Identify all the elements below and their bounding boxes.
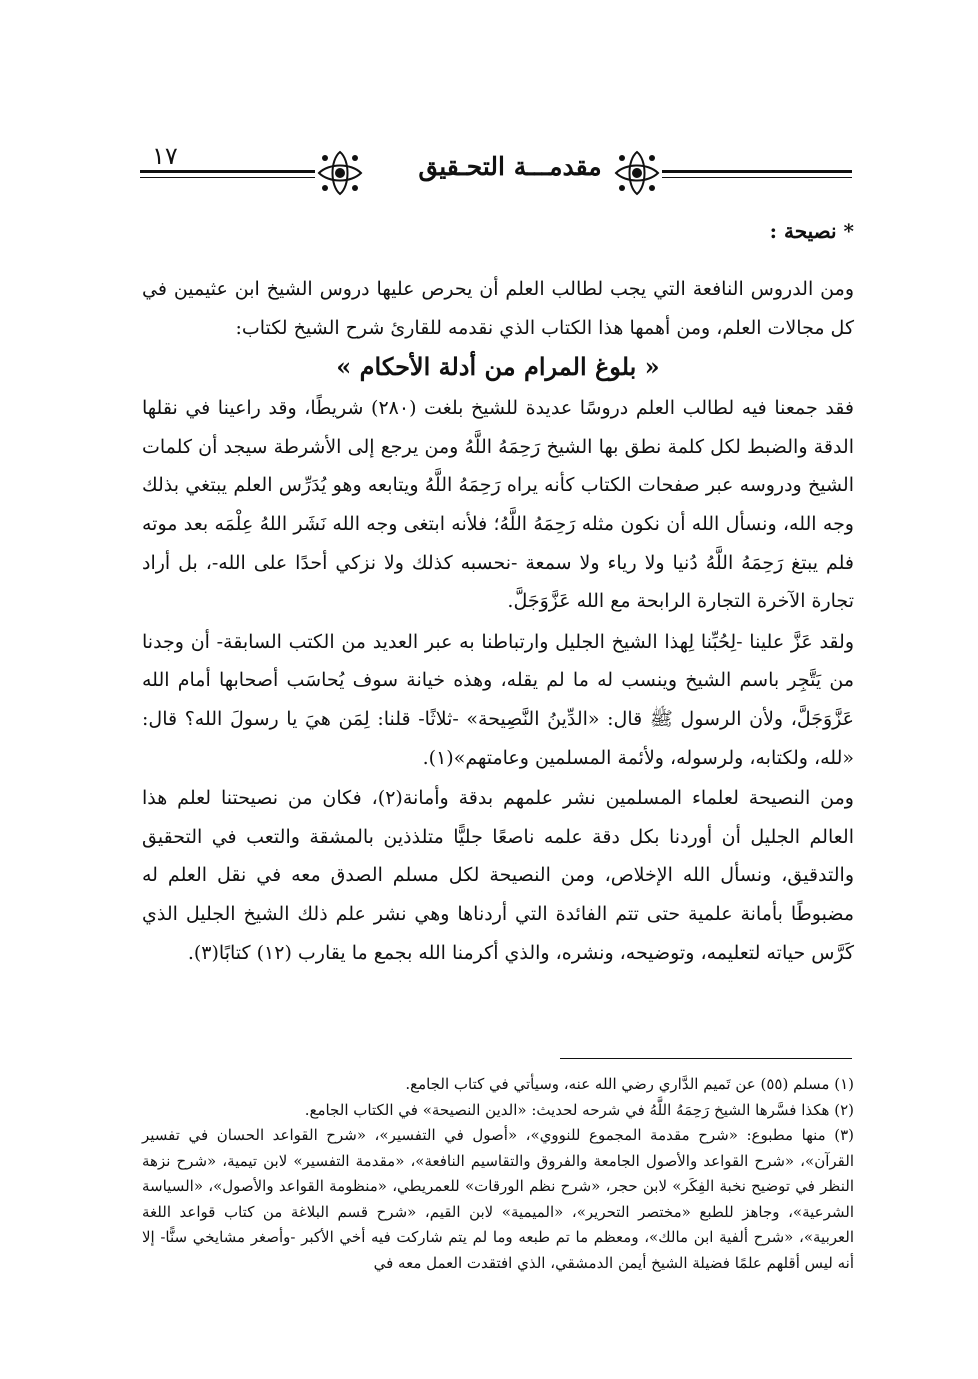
footnote-2: (٢) هكذا فسَّرها الشيخ رَحِمَهُ اللَّهُ في شرحه لحديث: «الدين النصيحة» في الكتاب الجامع. <box>304 1100 854 1119</box>
header-rule-right <box>662 170 852 173</box>
footnote-1: (١) مسلم (٥٥) عن تَميم الدَّاري رضي الله عنه، وسيأتي في كتاب الجامع. <box>405 1075 854 1093</box>
paragraph-collection: فقد جمعنا فيه لطالب العلم دروسًا عديدة للشيخ بلغت (٢٨٠) شريطًا، وقد راعينا في نقلها الدقة والضبط لكل كلمة نطق بها الشيخ رَحِمَهُ اللَّهُ ومن يرجع إلى الأشرطة سيجد أن كلمات الشيخ ودروسه عبر صفحات الكتاب كأنه يراه رَحِمَهُ اللَّهُ ويتابعه وهو يُدَرِّس العلم يبتغي بذلك وجه الله، ونسأل الله أن نكون مثله رَحِمَهُ اللَّهُ؛ فلأنه ابتغى وجه الله نَشَر اللهُ عِلْمَه بعد موته فلم يبتغ رَحِمَهُ اللَّهُ دُنيا ولا رياء ولا سمعة -نحسبه كذلك ولا نزكي أحدًا على الله-، بل أراد تجارة الآخرة التجارة الرابحة مع الله عَزَّوَجَلَّ. <box>142 397 855 613</box>
footnote-3: (٣) منها مطبوع: «شرح مقدمة المجموع للنووي»، «أصول في التفسير»، «شرح القواعد الحسان في تفسير القرآن»، «شرح القواعد والأصول الجامعة والفروق والتقاسيم النافعة»، «مقدمة التفسير» لابن تيمية، «شرح نزهة النظر في توضيح نخبة الفِكَر» لابن حجر، «شرح نظم الورقات» للعمريطي، «منظومة القواعد والأصول»، «السياسة الشرعية»، وجاهز للطبع «مختصر التحرير»، «الميمية» لابن القيم، «شرح قسم البلاغة من كتاب قواعد اللغة العربية»، «شرح ألفية ابن مالك»، ومعظم ما تم طبعه وما لم يتم شاركت فيه أخي الأكبر -وأصغر مشايخي سنًّا- إلا أنه ليس أقلهم علمًا فضيلة الشيخ أيمن الدمشقي، الذي افتقدت العمل معه في <box>142 1126 854 1272</box>
footnotes <box>142 1072 854 1276</box>
page-number: ١٧ <box>152 142 178 170</box>
book-title: « بلوغ المرام من أدلة الأحكام » <box>336 352 660 382</box>
ornament-left-icon <box>315 148 365 198</box>
header-rule-right-thin <box>662 177 852 178</box>
section-heading: * نصيحة : <box>769 219 854 243</box>
header-rule-left <box>140 170 315 173</box>
header-title: مقدمـــة التحـقيق <box>418 152 602 181</box>
main-content <box>142 212 854 972</box>
page-header <box>140 140 852 200</box>
footnote-separator <box>560 1058 852 1059</box>
header-rule-left-thin <box>140 177 315 178</box>
paragraph-advice: ولقد عَزَّ علينا -لِحُبِّنا لِهذا الشيخ الجليل وارتباطنا به عبر العديد من الكتب السابقة- أن وجدنا من يَتَّجِر باسم الشيخ وينسب له ما لم يقله، وهذه خيانة سوف يُحاسَب أصحابها أمام الله عَزَّوَجَلَّ، ولأن الرسول ﷺ قال: «الدِّينُ النَّصِيحة» -ثلاثًا- قلنا: لِمَن هيَ يا رسولَ الله؟ قال: «لله، ولكتابه، ولرسوله، ولأئمة المسلمين وعامتهم»(١). <box>142 630 854 769</box>
paragraph-sincerity: ومن النصيحة لعلماء المسلمين نشر علمهم بدقة وأمانة(٢)، فكان من نصيحتنا لعلم هذا العالم الجليل أن أوردنا بكل دقة علمه ناصعًا جليًّا متلذذين بالمشقة والتعب في التحقيق والتدقيق، ونسأل الله الإخلاص، ومن النصيحة لكل مسلم الصدق معه في نقل العلم له مضبوطًا بأمانة علمية حتى تتم الفائدة التي أردناها وهي نشر علم ذلك الشيخ الجليل الذي كَرَّس حياته لتعليمه، وتوضيحه، ونشره، والذي أكرمنا الله بجمع ما يقارب (١٢) كتابًا(٣). <box>142 787 854 964</box>
ornament-right-icon <box>612 148 662 198</box>
paragraph-intro: ومن الدروس النافعة التي يجب لطالب العلم أن يحرص عليها دروس الشيخ ابن عثيمين في كل مجالات العلم، ومن أهمها هذا الكتاب الذي نقدمه للقارئ شرح الشيخ لكتاب: <box>142 278 854 339</box>
